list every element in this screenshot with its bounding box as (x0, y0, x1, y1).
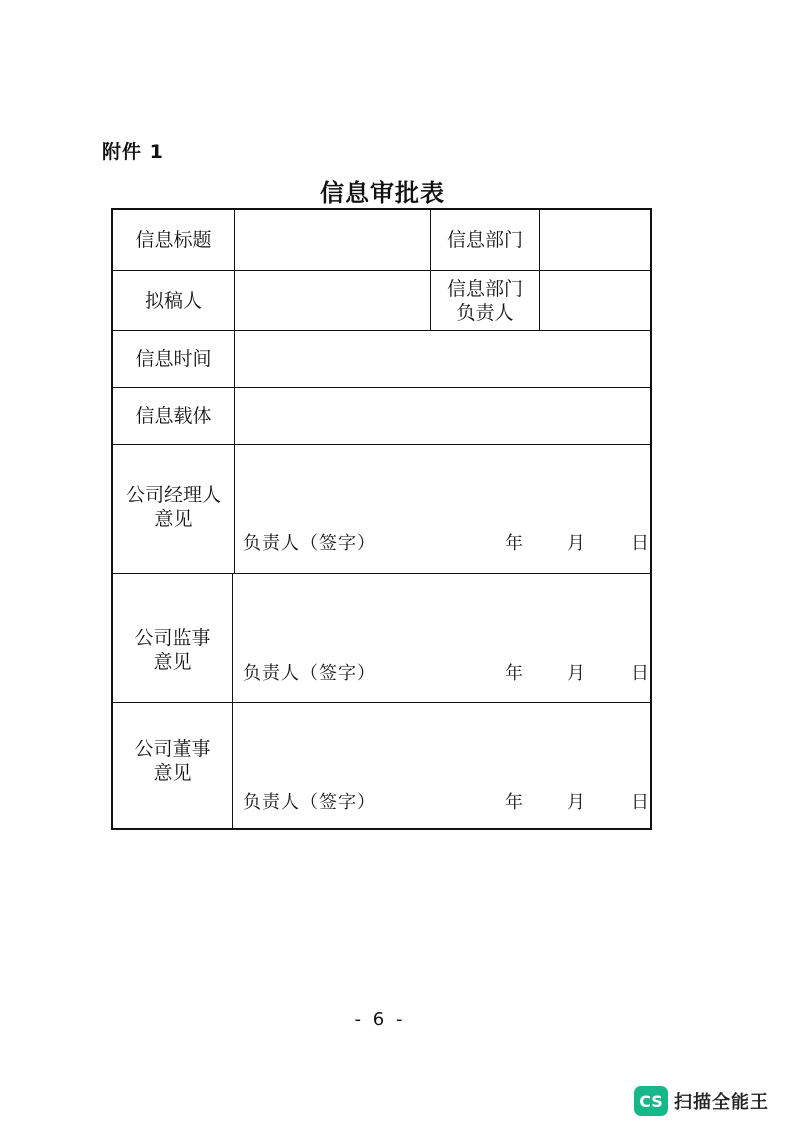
row-drafter (113, 271, 650, 331)
director-month-label: 月 (567, 792, 586, 813)
director-opinion-area[interactable] (233, 703, 650, 830)
supervisor-opinion-area[interactable] (233, 574, 650, 702)
manager-month-label: 月 (567, 533, 586, 554)
info-title-label: 信息标题 (113, 210, 235, 270)
form-title: 信息审批表 (320, 178, 445, 207)
director-day-label: 日 (631, 792, 650, 813)
manager-opinion-label (113, 445, 235, 573)
camscanner-logo-icon: CS (634, 1086, 668, 1116)
director-label-line-1: 公司董事 (134, 738, 211, 760)
drafter-label: 拟稿人 (113, 271, 235, 330)
watermark-text: 扫描全能王 (674, 1092, 769, 1113)
page-number: - 6 - (354, 1009, 406, 1030)
manager-label-line-2: 意见 (154, 508, 193, 530)
manager-opinion-area[interactable] (235, 445, 650, 573)
drafter-value[interactable] (235, 271, 431, 330)
info-time-value[interactable] (235, 331, 650, 387)
supervisor-month-label: 月 (567, 663, 586, 684)
supervisor-signer-label: 负责人（签字） (243, 663, 376, 684)
supervisor-day-label: 日 (631, 663, 650, 684)
info-dept-label: 信息部门 (431, 210, 540, 270)
director-year-label: 年 (505, 792, 524, 813)
info-title-value[interactable] (235, 210, 431, 270)
supervisor-label-line-2: 意见 (153, 651, 192, 673)
director-opinion-label (113, 703, 233, 830)
dept-head-value[interactable] (540, 271, 650, 330)
row-info-carrier (113, 388, 650, 445)
dept-head-label-line-1: 信息部门 (446, 277, 523, 300)
dept-head-label-line-2: 负责人 (456, 301, 514, 324)
supervisor-opinion-label (113, 574, 233, 702)
row-manager-opinion (113, 445, 650, 574)
row-info-time (113, 331, 650, 388)
scanner-watermark (634, 1086, 769, 1116)
info-time-label: 信息时间 (113, 331, 235, 387)
manager-year-label: 年 (505, 533, 524, 554)
supervisor-label-line-1: 公司监事 (134, 627, 211, 649)
manager-day-label: 日 (631, 533, 650, 554)
attachment-label: 附件 1 (102, 141, 164, 163)
row-supervisor-opinion (113, 574, 650, 703)
dept-head-label (431, 271, 540, 330)
manager-signer-label: 负责人（签字） (243, 533, 376, 554)
info-dept-value[interactable] (540, 210, 650, 270)
approval-form-table (111, 208, 652, 830)
director-label-line-2: 意见 (153, 762, 192, 784)
manager-label-line-1: 公司经理人 (125, 484, 221, 506)
row-info-title (113, 210, 650, 271)
row-director-opinion (113, 703, 650, 830)
info-carrier-value[interactable] (235, 388, 650, 444)
info-carrier-label: 信息载体 (113, 388, 235, 444)
director-signer-label: 负责人（签字） (243, 792, 376, 813)
supervisor-year-label: 年 (505, 663, 524, 684)
